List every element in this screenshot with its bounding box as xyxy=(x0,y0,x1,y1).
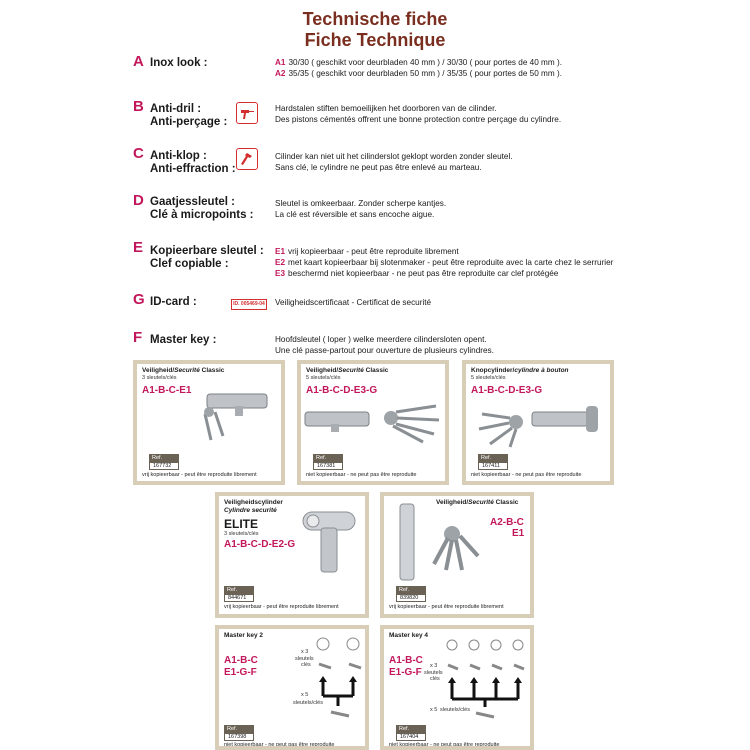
ref-label: Ref. xyxy=(149,454,179,462)
card-codes: A1-B-C-D-E3-G xyxy=(306,385,378,396)
copy-note: niet kopieerbaar - ne peut pas être reproduite xyxy=(306,472,417,478)
feature-label-a: Inox look : xyxy=(150,57,208,69)
ref-number: 167398 xyxy=(224,733,254,741)
feature-letter-a: A xyxy=(133,53,144,70)
copy-note: vrij kopieerbaar - peut être reproduite librement xyxy=(389,604,504,610)
desc-line: 35/35 ( geschikt voor deurbladen 50 mm ) / 35/35 ( pour portes de 50 mm ). xyxy=(288,69,562,78)
feature-desc-e xyxy=(275,246,613,279)
ref-number: 167404 xyxy=(396,733,426,741)
card-heading: Veiligheid/Securité Classic xyxy=(142,367,225,374)
card-heading: Veiligheid/Securité Classic xyxy=(436,499,519,506)
feature-desc-f xyxy=(275,334,494,356)
feature-label-b xyxy=(150,103,227,129)
card-keys-count: 5 sleutels/clés xyxy=(306,375,341,381)
desc-line: Une clé passe-partout pour ouverture de plusieurs cylindres. xyxy=(275,346,494,355)
card-heading: Knopcylinder/cylindre à bouton xyxy=(471,367,569,374)
label-line: Clef copiable : xyxy=(150,258,229,270)
product-card-844671 xyxy=(215,492,369,618)
feature-desc-c xyxy=(275,151,513,173)
desc-line: La clé est réversible et sans encoche aigue. xyxy=(275,210,435,219)
feature-letter-e: E xyxy=(133,239,144,256)
card-subheading: Cylindre securité xyxy=(224,507,277,514)
code-a2: A2 xyxy=(275,69,286,78)
product-card-167404 xyxy=(380,625,534,750)
master-key-diagram xyxy=(309,634,365,722)
feature-desc-g: Veiligheidscertificaat - Certificat de securité xyxy=(275,298,432,307)
ref-number: 167732 xyxy=(149,462,179,470)
copy-note: niet kopieerbaar - ne peut pas être reproduite xyxy=(389,742,500,746)
product-card-167398 xyxy=(215,625,369,750)
card-heading: Veiligheid/Securité Classic xyxy=(306,367,389,374)
code-e2: E2 xyxy=(275,258,286,267)
card-codes: A2-B-C xyxy=(490,517,524,528)
id-card-icon: ID. 005469-04 xyxy=(231,299,267,310)
code-e3: E3 xyxy=(275,269,286,278)
copy-note: niet kopieerbaar - ne peut pas être reproduite xyxy=(224,742,335,746)
ref-number: 167411 xyxy=(478,462,508,470)
code-e1: E1 xyxy=(275,247,286,256)
card-codes: A1-B-C-D-E3-G xyxy=(471,385,543,396)
label-line: Anti-effraction : xyxy=(150,163,236,175)
keys-label-fr: clés xyxy=(430,676,440,682)
desc-line: beschermd niet kopieerbaar - ne peut pas être reproduite car clef protégée xyxy=(288,269,559,278)
card-keys-count: 5 sleutels/clés xyxy=(471,375,506,381)
feature-letter-f: F xyxy=(133,329,143,346)
card-codes: A1-B-C-E1 xyxy=(142,385,192,396)
keys-label: sleutels/clés xyxy=(440,707,470,713)
desc-line: Sans clé, le cylindre ne peut pas être enlevé au marteau. xyxy=(275,163,482,172)
card-keys-count: 3 sleutels/clés xyxy=(224,531,259,537)
cylinder-with-keys-image xyxy=(197,386,277,446)
cylinder-with-keys-image xyxy=(392,500,492,584)
keys-label: sleutels xyxy=(424,670,443,676)
card-codes-2: E1-G-F xyxy=(389,667,422,678)
copy-note: vrij kopieerbaar - peut être reproduite librement xyxy=(224,604,339,610)
feature-desc-a xyxy=(275,57,562,79)
desc-line: 30/30 ( geschikt voor deurbladen 40 mm ) / 30/30 ( pour portes de 40 mm ). xyxy=(288,58,562,67)
ref-number: 167381 xyxy=(313,462,343,470)
ref-label: Ref. xyxy=(478,454,508,462)
feature-letter-d: D xyxy=(133,192,144,209)
feature-desc-b xyxy=(275,103,561,125)
drill-icon xyxy=(236,102,258,124)
feature-label-g: ID-card : xyxy=(150,296,197,308)
card-heading: Master key 2 xyxy=(224,632,264,639)
label-line: Kopieerbare sleutel : xyxy=(150,245,264,257)
page-subtitle: Fiche Technique xyxy=(304,30,446,50)
hammer-icon xyxy=(236,148,258,170)
card-codes-2: E1 xyxy=(512,528,525,539)
elite-cylinder-image xyxy=(299,506,363,576)
card-codes-2: E1-G-F xyxy=(224,667,257,678)
feature-desc-d xyxy=(275,198,446,220)
label-line: Anti-perçage : xyxy=(150,116,228,128)
card-heading: Veiligheidscylinder xyxy=(224,499,283,506)
feature-letter-c: C xyxy=(133,145,144,162)
label-line: Clé à micropoints : xyxy=(150,209,254,221)
ref-label: Ref. xyxy=(396,586,426,594)
feature-label-f: Master key : xyxy=(150,334,217,346)
ref-number: 839820 xyxy=(396,594,426,602)
desc-line: Cilinder kan niet uit het cilinderslot geklopt worden zonder sleutel. xyxy=(275,152,513,161)
desc-line: met kaart kopieerbaar bij slotenmaker - peut être reproduite avec la carte chez le serrurier xyxy=(288,258,614,267)
desc-line: Sleutel is omkeerbaar. Zonder scherpe kantjes. xyxy=(275,199,447,208)
keys-label: sleutels/clés xyxy=(293,700,323,706)
multiplier-3: x 3 xyxy=(430,663,438,669)
elite-label: ELITE xyxy=(224,517,259,531)
ref-label: Ref. xyxy=(396,725,426,733)
product-card-167411 xyxy=(462,360,614,485)
ref-label: Ref. xyxy=(224,725,254,733)
card-heading: Master key 4 xyxy=(389,632,429,639)
master-key-diagram xyxy=(442,633,530,721)
card-codes: A1-B-C-D-E2-G xyxy=(224,539,296,550)
feature-label-e xyxy=(150,245,264,271)
label-line: Anti-klop : xyxy=(150,150,207,162)
keys-label: sleutels xyxy=(295,656,314,662)
product-card-839820 xyxy=(380,492,534,618)
page-title: Technische fiche xyxy=(302,9,448,29)
ref-number: 844671 xyxy=(224,594,254,602)
copy-note: vrij kopieerbaar - peut être reproduite librement xyxy=(142,472,257,478)
feature-label-c xyxy=(150,150,236,176)
label-line: Gaatjessleutel : xyxy=(150,196,236,208)
card-keys-count: 3 sleutels/clés xyxy=(142,375,177,381)
multiplier-5: x 5 xyxy=(301,692,309,698)
desc-line: Hardstalen stiften bemoeilijken het doorboren van de cilinder. xyxy=(275,104,497,113)
copy-note: niet kopieerbaar - ne peut pas être reproduite xyxy=(471,472,582,478)
multiplier-3: x 3 xyxy=(301,649,309,655)
feature-letter-b: B xyxy=(133,98,144,115)
feature-letter-g: G xyxy=(133,291,145,308)
card-codes: A1-B-C xyxy=(224,655,258,666)
desc-line: Des pistons cémentés offrent une bonne protection contre perçage du cylindre. xyxy=(275,115,562,124)
desc-line: Hoofdsleutel ( loper ) welke meerdere cilindersloten opent. xyxy=(275,335,487,344)
knob-cylinder-with-keys-image xyxy=(476,398,608,448)
code-a1: A1 xyxy=(275,58,286,67)
keys-label-fr: clés xyxy=(301,662,311,668)
ref-label: Ref. xyxy=(224,586,254,594)
desc-line: vrij kopieerbaar - peut être reproduite librement xyxy=(288,247,459,256)
card-codes: A1-B-C xyxy=(389,655,423,666)
ref-label: Ref. xyxy=(313,454,343,462)
label-line: Anti-dril : xyxy=(150,103,202,115)
multiplier-5: x 5 xyxy=(430,707,438,713)
feature-label-d xyxy=(150,196,254,222)
product-card-167732 xyxy=(133,360,285,485)
product-card-167381 xyxy=(297,360,449,485)
cylinder-with-keys-image xyxy=(301,398,445,448)
